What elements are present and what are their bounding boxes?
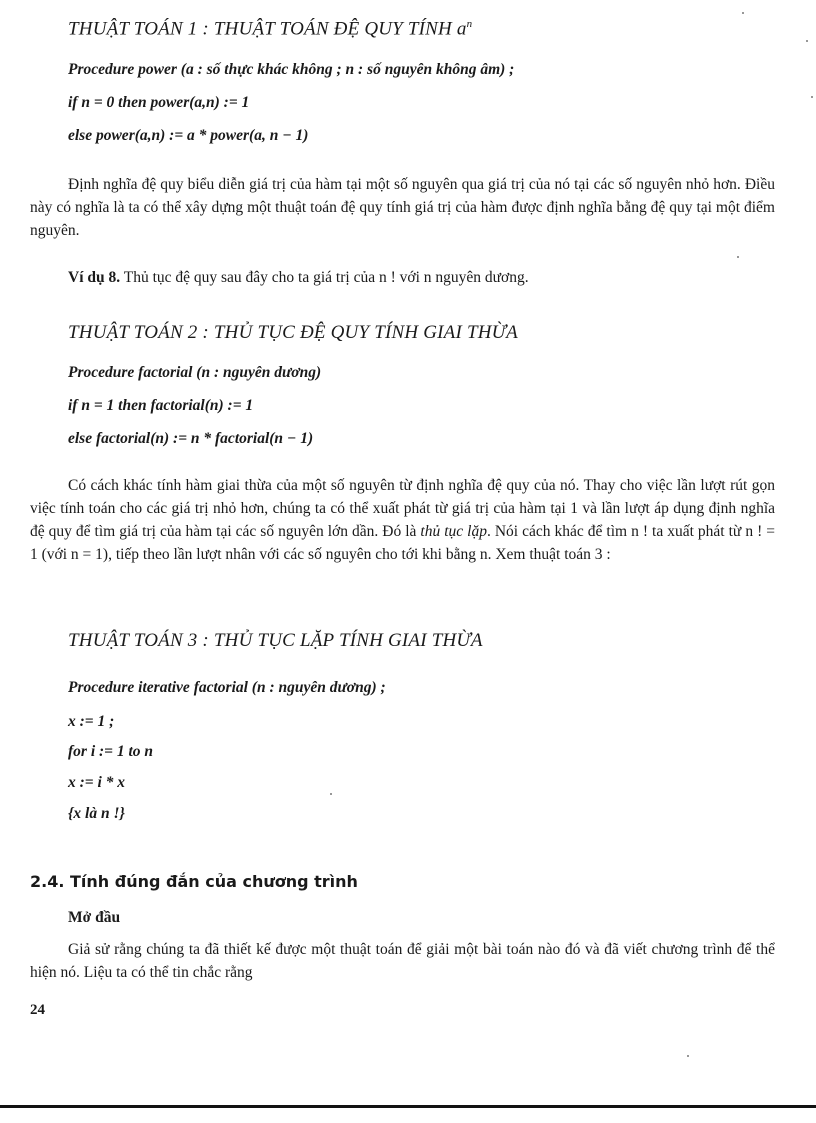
paragraph-recursive-definition-text: Định nghĩa đệ quy biểu diễn giá trị của hàm tại một số nguyên qua giá trị của nó tại các số nguyên nhỏ hơn. Điều này có nghĩa là ta có thể xây dựng một thuật toán đệ quy tính giá trị của hàm được định nghĩa bằng đệ quy tại một điểm nguyên. bbox=[30, 176, 775, 239]
scan-speck bbox=[330, 793, 332, 795]
scan-speck bbox=[737, 256, 739, 258]
algorithm-1-line-3: else power(a,n) := a * power(a, n − 1) bbox=[68, 127, 309, 144]
scan-speck bbox=[687, 1055, 689, 1057]
paragraph-iterative-text-end: . Nói cách khác để tìm n ! ta xuất phát từ n ! = 1 (với n = 1), tiếp theo lần lượt nhân với các số nguyên cho tới khi bằng n. Xem thuật toán 3 : bbox=[30, 523, 776, 563]
page-number: 24 bbox=[30, 1002, 45, 1018]
algorithm-1-line-2: if n = 0 then power(a,n) := 1 bbox=[68, 94, 250, 111]
example-8-text: Thủ tục đệ quy sau đây cho ta giá trị của n ! với n nguyên dương. bbox=[120, 269, 529, 286]
algorithm-1-title bbox=[68, 18, 472, 40]
scan-speck bbox=[742, 12, 744, 14]
paragraph-iterative-procedure-text bbox=[30, 474, 775, 566]
paragraph-recursive-definition bbox=[30, 173, 775, 242]
algorithm-2-line-3: else factorial(n) := n * factorial(n − 1) bbox=[68, 430, 314, 447]
algorithm-3-line-1: Procedure iterative factorial (n : nguyên dương) ; bbox=[68, 679, 386, 696]
algorithm-3-line-2: x := 1 ; bbox=[68, 713, 115, 730]
paragraph-iterative-procedure bbox=[30, 474, 775, 566]
algorithm-2-line-1: Procedure factorial (n : nguyên dương) bbox=[68, 364, 322, 381]
algorithm-1-title-superscript: n bbox=[466, 18, 473, 30]
iterative-procedure-term: thủ tục lặp bbox=[420, 523, 487, 540]
scan-speck bbox=[811, 96, 813, 98]
algorithm-3-line-4: x := i * x bbox=[68, 774, 126, 791]
example-8-label: Ví dụ 8. bbox=[68, 269, 121, 286]
algorithm-3-title: THUẬT TOÁN 3 : THỦ TỤC LẶP TÍNH GIAI THỪA bbox=[68, 630, 483, 651]
algorithm-1-line-1: Procedure power (a : số thực khác không ; n : số nguyên không âm) ; bbox=[68, 61, 515, 78]
example-8 bbox=[68, 269, 529, 287]
paragraph-program-correctness-text: Giả sử rằng chúng ta đã thiết kế được một thuật toán để giải một bài toán nào đó và đã viết chương trình để thể hiện nó. Liệu ta có thể tin chắc rằng bbox=[30, 941, 775, 981]
paragraph-program-correctness bbox=[30, 938, 775, 984]
algorithm-3-line-5: {x là n !} bbox=[68, 805, 125, 822]
paragraph-iterative-text-start: Có cách khác tính hàm giai thừa của một số nguyên từ định nghĩa đệ quy của nó. Thay cho việc lần lượt rút gọn việc tính toán cho các giá trị nhỏ hơn, chúng ta có thể xuất phát từ giá trị của hàm tại 1 và lần lượt áp dụng định nghĩa đệ quy để tìm giá trị của hàm tại các số nguyên lớn dần. Đó là bbox=[30, 477, 775, 540]
section-heading: 2.4. Tính đúng đắn của chương trình bbox=[30, 872, 358, 891]
algorithm-2-title: THUẬT TOÁN 2 : THỦ TỤC ĐỆ QUY TÍNH GIAI THỪA bbox=[68, 322, 518, 343]
algorithm-3-line-3: for i := 1 to n bbox=[68, 743, 154, 760]
algorithm-2-line-2: if n = 1 then factorial(n) := 1 bbox=[68, 397, 254, 414]
bottom-scan-edge bbox=[0, 1105, 816, 1108]
subsection-heading: Mở đầu bbox=[68, 909, 121, 926]
algorithm-1-title-text: THUẬT TOÁN 1 : THUẬT TOÁN ĐỆ QUY TÍNH a bbox=[68, 18, 467, 40]
scan-speck bbox=[806, 40, 808, 42]
